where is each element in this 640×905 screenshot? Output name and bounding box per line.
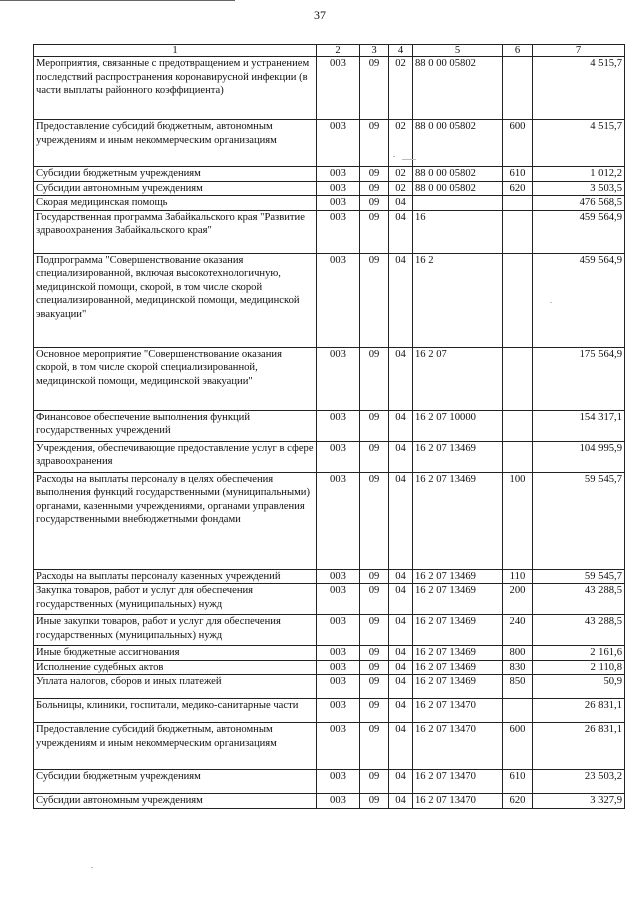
- row-grbs-cell: 003: [317, 699, 360, 723]
- row-rz-cell: 09: [360, 770, 389, 794]
- row-rz-cell: 09: [360, 723, 389, 770]
- row-amount-cell: 4 515,7: [533, 120, 625, 167]
- row-vr-cell: 850: [503, 675, 533, 699]
- table-row: [34, 584, 625, 615]
- row-name-cell: Субсидии бюджетным учреждениям: [34, 167, 317, 182]
- row-rz-cell: 09: [360, 472, 389, 569]
- table-row: [34, 472, 625, 569]
- header-cell: 6: [503, 45, 533, 57]
- row-amount-cell: 175 564,9: [533, 347, 625, 410]
- scan-speck: [402, 159, 416, 160]
- row-amount-cell: 23 503,2: [533, 770, 625, 794]
- row-name-cell: Предоставление субсидий бюджетным, автономным учреждениям и иным некоммерческим организациям: [34, 723, 317, 770]
- row-csr-cell: 16 2 07 13469: [413, 441, 503, 472]
- row-amount-cell: 4 515,7: [533, 57, 625, 120]
- row-grbs-cell: 003: [317, 723, 360, 770]
- row-amount-cell: 26 831,1: [533, 699, 625, 723]
- row-vr-cell: 100: [503, 472, 533, 569]
- header-cell: 5: [413, 45, 503, 57]
- header-cell: 1: [34, 45, 317, 57]
- row-csr-cell: [413, 196, 503, 211]
- row-rz-cell: 09: [360, 660, 389, 675]
- row-vr-cell: 620: [503, 181, 533, 196]
- table-row: [34, 646, 625, 661]
- header-cell: 2: [317, 45, 360, 57]
- row-vr-cell: [503, 347, 533, 410]
- row-name-cell: Закупка товаров, работ и услуг для обеспечения государственных (муниципальных) нужд: [34, 584, 317, 615]
- row-rz-cell: 09: [360, 699, 389, 723]
- row-csr-cell: 16 2 07 13469: [413, 472, 503, 569]
- row-pr-cell: 02: [389, 57, 413, 120]
- row-csr-cell: 88 0 00 05802: [413, 120, 503, 167]
- row-name-cell: Скорая медицинская помощь: [34, 196, 317, 211]
- row-csr-cell: 16 2 07 13470: [413, 770, 503, 794]
- table-row: [34, 57, 625, 120]
- table-row: [34, 196, 625, 211]
- row-vr-cell: 240: [503, 615, 533, 646]
- table-row: [34, 675, 625, 699]
- row-amount-cell: 3 327,9: [533, 794, 625, 809]
- table-row: [34, 660, 625, 675]
- row-grbs-cell: 003: [317, 196, 360, 211]
- row-rz-cell: 09: [360, 646, 389, 661]
- row-rz-cell: 09: [360, 181, 389, 196]
- row-grbs-cell: 003: [317, 660, 360, 675]
- row-vr-cell: [503, 253, 533, 347]
- row-pr-cell: 04: [389, 410, 413, 441]
- table-row: [34, 723, 625, 770]
- table-row: [34, 347, 625, 410]
- row-vr-cell: 600: [503, 120, 533, 167]
- row-rz-cell: 09: [360, 410, 389, 441]
- row-grbs-cell: 003: [317, 584, 360, 615]
- row-grbs-cell: 003: [317, 770, 360, 794]
- table-row: [34, 569, 625, 584]
- row-rz-cell: 09: [360, 167, 389, 182]
- row-grbs-cell: 003: [317, 472, 360, 569]
- row-csr-cell: 88 0 00 05802: [413, 181, 503, 196]
- row-pr-cell: 04: [389, 441, 413, 472]
- row-name-cell: Субсидии автономным учреждениям: [34, 181, 317, 196]
- row-name-cell: Учреждения, обеспечивающие предоставление услуг в сфере здравоохранения: [34, 441, 317, 472]
- row-csr-cell: 16: [413, 210, 503, 253]
- row-grbs-cell: 003: [317, 675, 360, 699]
- row-rz-cell: 09: [360, 584, 389, 615]
- row-csr-cell: 16 2 07 13469: [413, 675, 503, 699]
- row-vr-cell: 830: [503, 660, 533, 675]
- row-rz-cell: 09: [360, 196, 389, 211]
- row-rz-cell: 09: [360, 120, 389, 167]
- table-row: [34, 210, 625, 253]
- row-pr-cell: 04: [389, 472, 413, 569]
- row-name-cell: Иные бюджетные ассигнования: [34, 646, 317, 661]
- table-row: [34, 699, 625, 723]
- row-amount-cell: 43 288,5: [533, 584, 625, 615]
- row-grbs-cell: 003: [317, 441, 360, 472]
- row-amount-cell: 154 317,1: [533, 410, 625, 441]
- row-amount-cell: 104 995,9: [533, 441, 625, 472]
- row-pr-cell: 04: [389, 584, 413, 615]
- row-name-cell: Государственная программа Забайкальского края "Развитие здравоохранения Забайкальского края": [34, 210, 317, 253]
- budget-table: [33, 44, 625, 809]
- row-rz-cell: 09: [360, 441, 389, 472]
- row-pr-cell: 04: [389, 699, 413, 723]
- row-name-cell: Субсидии бюджетным учреждениям: [34, 770, 317, 794]
- scan-speck: [393, 156, 395, 157]
- row-csr-cell: 16 2 07 13469: [413, 615, 503, 646]
- row-amount-cell: 459 564,9: [533, 210, 625, 253]
- header-cell: 3: [360, 45, 389, 57]
- row-csr-cell: 16 2 07 13470: [413, 699, 503, 723]
- row-pr-cell: 04: [389, 196, 413, 211]
- row-pr-cell: 04: [389, 675, 413, 699]
- row-rz-cell: 09: [360, 347, 389, 410]
- table-row: [34, 120, 625, 167]
- row-name-cell: Основное мероприятие "Совершенствование оказания скорой, в том числе скорой специализированной, медицинской помощи, медицинской эвакуации": [34, 347, 317, 410]
- row-amount-cell: 476 568,5: [533, 196, 625, 211]
- header-cell: 4: [389, 45, 413, 57]
- row-grbs-cell: 003: [317, 181, 360, 196]
- header-cell: 7: [533, 45, 625, 57]
- row-pr-cell: 04: [389, 615, 413, 646]
- row-rz-cell: 09: [360, 57, 389, 120]
- row-csr-cell: 16 2 07 13469: [413, 584, 503, 615]
- row-csr-cell: 88 0 00 05802: [413, 57, 503, 120]
- row-pr-cell: 04: [389, 770, 413, 794]
- row-grbs-cell: 003: [317, 253, 360, 347]
- row-vr-cell: [503, 210, 533, 253]
- row-pr-cell: 04: [389, 347, 413, 410]
- row-rz-cell: 09: [360, 675, 389, 699]
- row-csr-cell: 88 0 00 05802: [413, 167, 503, 182]
- table-row: [34, 615, 625, 646]
- row-amount-cell: 26 831,1: [533, 723, 625, 770]
- row-name-cell: Уплата налогов, сборов и иных платежей: [34, 675, 317, 699]
- table-row: [34, 441, 625, 472]
- row-amount-cell: 1 012,2: [533, 167, 625, 182]
- row-csr-cell: 16 2 07: [413, 347, 503, 410]
- row-grbs-cell: 003: [317, 57, 360, 120]
- row-vr-cell: 600: [503, 723, 533, 770]
- scan-speck: [91, 867, 93, 868]
- row-csr-cell: 16 2: [413, 253, 503, 347]
- scan-speck: [550, 302, 552, 303]
- table-row: [34, 410, 625, 441]
- row-csr-cell: 16 2 07 13469: [413, 660, 503, 675]
- row-pr-cell: 04: [389, 794, 413, 809]
- row-name-cell: Исполнение судебных актов: [34, 660, 317, 675]
- row-name-cell: Подпрограмма "Совершенствование оказания специализированной, включая высокотехнологичную, медицинской помощи, скорой, в том числе скорой специализированной, медицинской помощи, медицинской эвакуации": [34, 253, 317, 347]
- row-vr-cell: 620: [503, 794, 533, 809]
- row-amount-cell: 59 545,7: [533, 569, 625, 584]
- row-name-cell: Иные закупки товаров, работ и услуг для обеспечения государственных (муниципальных) нужд: [34, 615, 317, 646]
- row-amount-cell: 2 161,6: [533, 646, 625, 661]
- row-pr-cell: 04: [389, 723, 413, 770]
- row-csr-cell: 16 2 07 13469: [413, 646, 503, 661]
- row-amount-cell: 50,9: [533, 675, 625, 699]
- row-grbs-cell: 003: [317, 210, 360, 253]
- row-name-cell: Субсидии автономным учреждениям: [34, 794, 317, 809]
- table-row: [34, 253, 625, 347]
- row-pr-cell: 02: [389, 120, 413, 167]
- row-vr-cell: 110: [503, 569, 533, 584]
- page-number: 37: [314, 8, 326, 22]
- row-vr-cell: 200: [503, 584, 533, 615]
- row-name-cell: Расходы на выплаты персоналу в целях обеспечения выполнения функций государственными (муниципальными) органами, казенными учреждениями, органами управления государственными внебюджетными фондами: [34, 472, 317, 569]
- row-vr-cell: [503, 410, 533, 441]
- row-grbs-cell: 003: [317, 410, 360, 441]
- row-vr-cell: [503, 57, 533, 120]
- row-pr-cell: 04: [389, 569, 413, 584]
- table-row: [34, 167, 625, 182]
- row-rz-cell: 09: [360, 253, 389, 347]
- row-rz-cell: 09: [360, 569, 389, 584]
- header-row: [34, 45, 625, 57]
- row-name-cell: Финансовое обеспечение выполнения функций государственных учреждений: [34, 410, 317, 441]
- row-vr-cell: 610: [503, 770, 533, 794]
- row-grbs-cell: 003: [317, 794, 360, 809]
- row-amount-cell: 3 503,5: [533, 181, 625, 196]
- row-pr-cell: 04: [389, 253, 413, 347]
- row-rz-cell: 09: [360, 615, 389, 646]
- row-pr-cell: 04: [389, 210, 413, 253]
- row-grbs-cell: 003: [317, 347, 360, 410]
- table-row: [34, 794, 625, 809]
- row-name-cell: Расходы на выплаты персоналу казенных учреждений: [34, 569, 317, 584]
- row-amount-cell: 2 110,8: [533, 660, 625, 675]
- table-row: [34, 770, 625, 794]
- row-rz-cell: 09: [360, 794, 389, 809]
- row-grbs-cell: 003: [317, 120, 360, 167]
- top-rule: [0, 0, 235, 1]
- row-vr-cell: 800: [503, 646, 533, 661]
- row-grbs-cell: 003: [317, 615, 360, 646]
- row-amount-cell: 43 288,5: [533, 615, 625, 646]
- row-vr-cell: [503, 441, 533, 472]
- row-csr-cell: 16 2 07 13469: [413, 569, 503, 584]
- row-csr-cell: 16 2 07 13470: [413, 794, 503, 809]
- row-grbs-cell: 003: [317, 569, 360, 584]
- row-vr-cell: [503, 699, 533, 723]
- row-vr-cell: [503, 196, 533, 211]
- row-pr-cell: 02: [389, 181, 413, 196]
- row-grbs-cell: 003: [317, 646, 360, 661]
- row-grbs-cell: 003: [317, 167, 360, 182]
- row-name-cell: Больницы, клиники, госпитали, медико-санитарные части: [34, 699, 317, 723]
- row-name-cell: Предоставление субсидий бюджетным, автономным учреждениям и иным некоммерческим организациям: [34, 120, 317, 167]
- row-name-cell: Мероприятия, связанные с предотвращением и устранением последствий распространения коронавирусной инфекции (в части выплаты районного коэффициента): [34, 57, 317, 120]
- row-pr-cell: 02: [389, 167, 413, 182]
- row-vr-cell: 610: [503, 167, 533, 182]
- row-csr-cell: 16 2 07 10000: [413, 410, 503, 441]
- row-pr-cell: 04: [389, 646, 413, 661]
- table-row: [34, 181, 625, 196]
- row-rz-cell: 09: [360, 210, 389, 253]
- row-csr-cell: 16 2 07 13470: [413, 723, 503, 770]
- row-amount-cell: 59 545,7: [533, 472, 625, 569]
- row-amount-cell: 459 564,9: [533, 253, 625, 347]
- row-pr-cell: 04: [389, 660, 413, 675]
